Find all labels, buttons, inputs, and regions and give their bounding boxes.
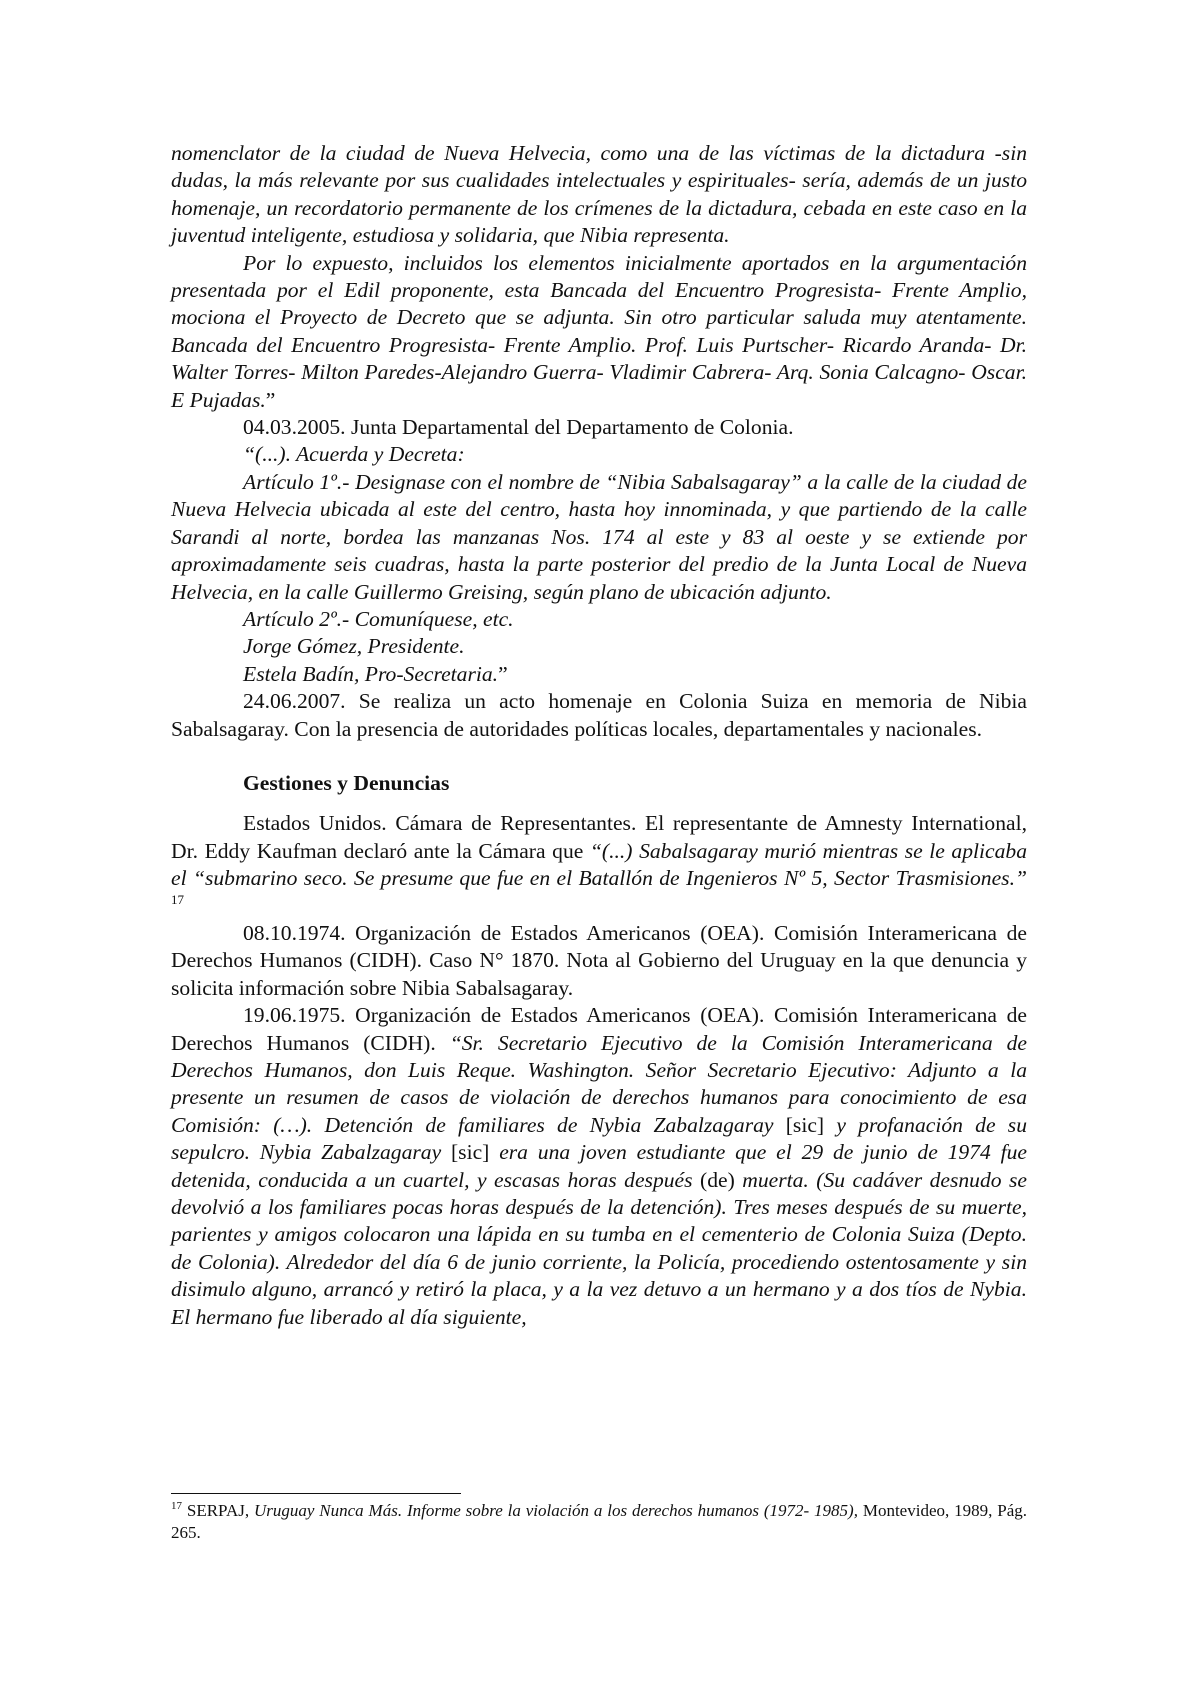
plain-text: 19.06.1975. Organización de Estados Americanos (OEA). Comisión Interamericana de Derechos Humanos (CIDH). — [171, 1003, 1027, 1055]
sic-note: [sic] — [773, 1112, 837, 1137]
paragraph-estados-unidos — [171, 810, 1027, 920]
italic-text: Artículo 1º.- Designase con el nombre de “Nibia Sabalsagaray” a la calle de la ciudad de Nueva Helvecia ubicada al este del centro, hasta hoy innominada, y que partiendo de la calle Sarandi al norte, bordea las manzanas Nos. 174 al este y 83 al oeste y se extiende por aproximadamente seis cuadras, hasta la parte posterior del predio de la Junta Local de Nueva Helvecia, en la calle Guillermo Greising, según plano de ubicación adjunto. — [171, 469, 1027, 604]
italic-text: Artículo 2º.- Comuníquese, etc. — [243, 606, 514, 631]
italic-text: Estela Badín, Pro-Secretaria. — [243, 661, 499, 686]
paragraph-dictadura — [171, 140, 1027, 250]
footnote-source: Montevideo, 1989, Pág. 265. — [171, 1501, 1027, 1542]
italic-quote: era una joven estudiante que el 29 de junio de 1974 fue detenida, conducida a un cuartel, y escasas horas después — [171, 1140, 1027, 1192]
footnote-title: Uruguay Nunca Más. Informe sobre la violación a los derechos humanos (1972- 1985), — [253, 1501, 858, 1520]
italic-quote: “(...) Sabalsagaray murió mientras se le aplicaba el “submarino seco. Se presume que fue en el Batallón de Ingenieros Nº 5, Sector Trasmisiones.” — [171, 838, 1027, 891]
footnote-reference: 17 — [171, 891, 184, 907]
paragraph-articulo-1 — [171, 469, 1027, 606]
section-heading: Gestiones y Denuncias — [243, 770, 450, 795]
italic-quote: muerta. (Su cadáver desnudo se devolvió a los familiares pocas horas después de la detención). Tres meses después de su muerte, parientes y amigos colocaron una lápida en su tumba en el cementerio de Colonia Suiza (Depto. de Colonia). Alrededor del día 6 de junio corriente, la Policía, procediendo ostentosamente y sin disimulo alguno, arrancó y retiró la placa, y a la vez detuvo a un hermano y a dos tíos de Nybia. El hermano fue liberado al día siguiente, — [171, 1167, 1027, 1329]
italic-text: “(...). Acuerda y Decreta: — [243, 442, 465, 467]
italic-quote: “Sr. Secretario Ejecutivo de la Comisión Interamericana de Derechos Humanos, don Luis Reque. Washington. Señor Secretario Ejecutivo: Adjunto a la presente un resumen de casos de violación de derechos humanos para conocimiento de esa Comisión: (…). Detención de familiares de Nybia Zabalzagaray — [171, 1030, 1027, 1137]
sic-note: [sic] — [441, 1140, 500, 1165]
italic-quote: y profanación de su sepulcro. Nybia Zabalzagaray — [171, 1112, 1027, 1165]
paragraph-acuerda — [171, 441, 1027, 468]
paragraph-oea-1974: 08.10.1974. Organización de Estados Americanos (OEA). Comisión Interamericana de Derechos Humanos (CIDH). Caso N° 1870. Nota al Gobierno del Uruguay en la que denuncia y solicita información sobre Nibia Sabalsagaray. — [171, 920, 1027, 1000]
paragraph-bancada — [171, 250, 1027, 414]
signature-prosecretaria — [171, 661, 1027, 688]
italic-text: nomenclator de la ciudad de Nueva Helvecia, como una de las víctimas de la dictadura -sin dudas, la más relevante por sus cualidades intelectuales y espirituales- sería, además de un justo homenaje, un recordatorio permanente de los crímenes de la dictadura, cebada en este caso en la juventud inteligente, estudiosa y solidaria, que Nibia representa. — [171, 141, 1027, 248]
signature-presidente — [171, 633, 1027, 660]
paragraph-articulo-2 — [171, 606, 1027, 633]
footnote-divider — [171, 1493, 461, 1494]
italic-text: Por lo expuesto, incluidos los elementos inicialmente aportados en la argumentación presentada por el Edil proponente, esta Bancada del Encuentro Progresista- Frente Amplio, mociona el Proyecto de Decreto que se adjunta. Sin otro particular saluda muy atentamente. Bancada del Encuentro Progresista- Frente Amplio. Prof. Luis Purtscher- Ricardo Aranda- Dr. Walter Torres- Milton Paredes-Alejandro Guerra- Vladimir Cabrera- Arq. Sonia Calcagno- Oscar. E Pujadas. — [171, 250, 1027, 412]
paragraph-oea-1975 — [171, 1002, 1027, 1331]
closing-quote: ” — [265, 387, 276, 412]
editorial-note: (de) — [692, 1167, 743, 1192]
document-body — [171, 140, 1027, 1331]
paragraph-homenaje: 24.06.2007. Se realiza un acto homenaje en Colonia Suiza en memoria de Nibia Sabalsagaray. Con la presencia de autoridades políticas locales, departamentales y nacionales. — [171, 689, 1027, 741]
italic-text: Jorge Gómez, Presidente. — [243, 634, 465, 659]
closing-quote: ” — [498, 661, 508, 686]
paragraph-junta-date: 04.03.2005. Junta Departamental del Departamento de Colonia. — [243, 415, 794, 440]
footnote — [171, 1500, 1027, 1544]
footnote-author: SERPAJ, — [182, 1501, 254, 1520]
plain-text: Estados Unidos. Cámara de Representantes. El representante de Amnesty International, Dr. Eddy Kaufman declaró ante la Cámara que — [171, 811, 1027, 863]
footnote-number: 17 — [171, 1500, 182, 1512]
